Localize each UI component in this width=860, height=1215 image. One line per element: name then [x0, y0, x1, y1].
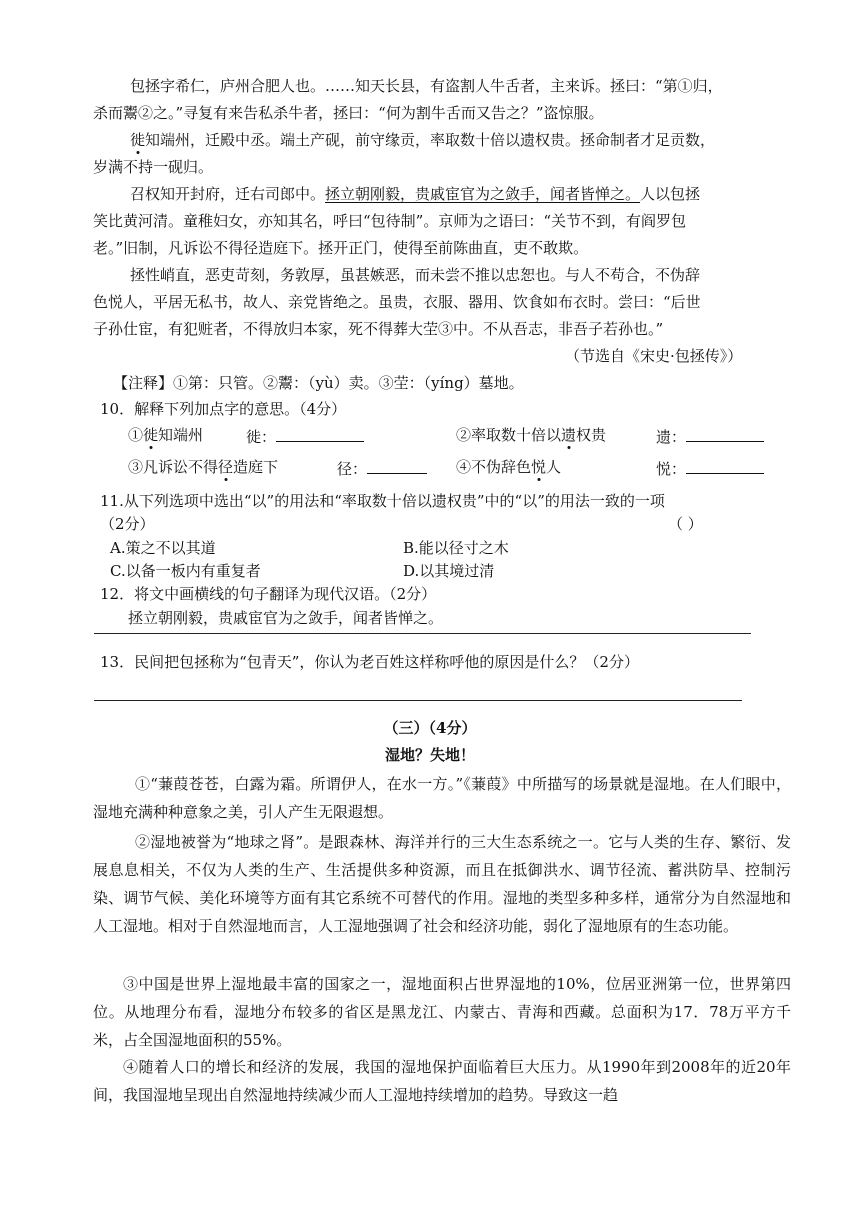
passage-line: 子孙仕宦，有犯赃者，不得放归本家，死不得葬大茔③中。不从吾志，非吾子若孙也。”: [93, 320, 664, 338]
article-title: 湿地？失地！: [384, 746, 475, 764]
answer-blank[interactable]: [276, 425, 364, 442]
dotted-char: 遗: [561, 426, 577, 444]
question-12-sentence: 拯立朝刚毅，贵戚宦官为之敛手，闻者皆惮之。: [128, 609, 444, 627]
question-10-title: 10．解释下列加点字的意思。（4分）: [100, 400, 347, 418]
passage-line: [130, 184, 700, 204]
q10-item-text: 权贵: [576, 426, 607, 444]
answer-line[interactable]: [94, 633, 751, 634]
passage-line: 拯性峭直，恶吏苛刻，务敦厚，虽甚嫉恶，而未尝不推以忠恕也。与人不苟合，不伪辞: [130, 266, 701, 284]
q10-item-4-answer: [656, 457, 764, 479]
passage-source: （节选自《宋史·包拯传》）: [565, 347, 743, 365]
question-11-title: 11.从下列选项中选出“以”的用法和“率取数十倍以遗权贵”中的“以”的用法一致的一项: [100, 492, 665, 510]
passage-text: 召权知开封府，迁右司郎中。: [130, 185, 326, 203]
passage-text: 人以包拯: [640, 185, 701, 203]
passage-line: 岁满不持一砚归。: [93, 158, 214, 176]
question-12-title: 12．将文中画横线的句子翻译为现代汉语。（2分）: [100, 585, 437, 603]
q10-item-text: 人: [546, 458, 562, 476]
passage-line: [130, 130, 715, 150]
answer-blank[interactable]: [367, 457, 427, 474]
answer-paren[interactable]: （ ）: [668, 515, 703, 533]
article-paragraph-1: ①“蒹葭苍苍，白露为霜。所谓伊人，在水一方。”《蒹葭》中所描写的场景就是湿地。在人们眼中，湿地充满种种意象之美，引人产生无限遐想。: [93, 775, 791, 821]
article-paragraph-3: ③中国是世界上湿地最丰富的国家之一，湿地面积占世界湿地的10%，位居亚洲第一位，世界第四位。从地理分布看，湿地分布较多的省区是黑龙江、内蒙古、青海和西藏。总面积为17．78万平方千米，占全国湿地面积的55%。: [93, 975, 791, 1049]
underlined-sentence: 拯立朝刚毅，贵戚宦官为之敛手，闻者皆惮之。: [325, 185, 641, 203]
dotted-char: 径: [218, 458, 234, 476]
q10-item-text: ④不伪辞色: [456, 458, 532, 476]
article-paragraph-4: ④随着人口的增长和经济的发展，我国的湿地保护面临着巨大压力。从1990年到2008年的近20年间，我国湿地呈现出自然湿地持续减少而人工湿地持续增加的趋势。导致这一趋: [93, 1058, 791, 1104]
q10-item-text: ①: [128, 426, 144, 444]
answer-blank[interactable]: [686, 425, 764, 442]
q10-item-text: 知端州: [158, 426, 204, 444]
annotation-notes: 【注释】①第：只管。②鬻：（yù）卖。③茔：（yíng）墓地。: [113, 374, 524, 392]
question-11-score: （2分）: [100, 515, 155, 533]
option-d[interactable]: D.以其境过清: [403, 562, 495, 580]
passage-line: 色悦人，平居无私书，故人、亲党皆绝之。虽贵，衣服、器用、饮食如布衣时。尝曰：“后世: [93, 293, 701, 311]
q10-item-3-answer: [337, 457, 427, 479]
q10-item-2: [456, 425, 606, 445]
dotted-char: 悦: [531, 458, 547, 476]
answer-label: 徙：: [246, 428, 277, 446]
answer-label: 遗：: [656, 428, 687, 446]
question-13-title: 13．民间把包拯称为“包青天”，你认为老百姓这样称呼他的原因是什么？（2分）: [100, 653, 639, 671]
passage-line: 笑比黄河清。童稚妇女，亦知其名，呼曰“包待制”。京师为之语曰：“关节不到，有阎罗包: [93, 212, 687, 230]
q10-item-2-answer: [656, 425, 764, 447]
q10-item-1-answer: [246, 425, 364, 447]
answer-line[interactable]: [94, 700, 742, 701]
q10-item-1: [128, 425, 203, 445]
passage-line: 杀而鬻②之。”寻复有来告私杀牛者，拯曰：“何为割牛舌而又告之？”盗惊服。: [93, 104, 604, 122]
section-heading: （三）（4分）: [383, 719, 477, 737]
passage-line: 老。”旧制，凡诉讼不得径造庭下。拯开正门，使得至前陈曲直，吏不敢欺。: [93, 239, 589, 257]
q10-item-text: ③凡诉讼不得: [128, 458, 219, 476]
answer-blank[interactable]: [686, 457, 764, 474]
q10-item-4: [456, 457, 561, 477]
answer-label: 径：: [337, 460, 368, 478]
article-paragraph-2: ②湿地被誉为“地球之肾”。是跟森林、海洋并行的三大生态系统之一。它与人类的生存、繁衍、发展息息相关，不仅为人类的生产、生活提供多种资源，而且在抵御洪水、调节径流、蓄洪防旱、控制污染、调节气候、美化环境等方面有其它系统不可替代的作用。湿地的类型多种多样，通常分为自然湿地和人工湿地。相对于自然湿地而言，人工湿地强调了社会和经济功能，弱化了湿地原有的生态功能。: [93, 833, 791, 935]
answer-label: 悦：: [656, 460, 687, 478]
q10-item-text: ②率取数十倍以: [456, 426, 562, 444]
option-a[interactable]: A.策之不以其道: [110, 539, 216, 557]
passage-line: 包拯字希仁，庐州合肥人也。……知天长县，有盗割人牛舌者，主来诉。拯曰：“第①归，: [130, 77, 723, 95]
q10-item-3: [128, 457, 278, 477]
q10-item-text: 造庭下: [233, 458, 279, 476]
dotted-char: 徙: [130, 131, 146, 149]
option-b[interactable]: B.能以径寸之木: [403, 539, 509, 557]
option-c[interactable]: C.以备一板内有重复者: [110, 562, 261, 580]
passage-text: 知端州，迁殿中丞。端土产砚，前守缘贡，率取数十倍以遗权贵。拯命制者才足贡数，: [145, 131, 716, 149]
dotted-char: 徙: [143, 426, 159, 444]
